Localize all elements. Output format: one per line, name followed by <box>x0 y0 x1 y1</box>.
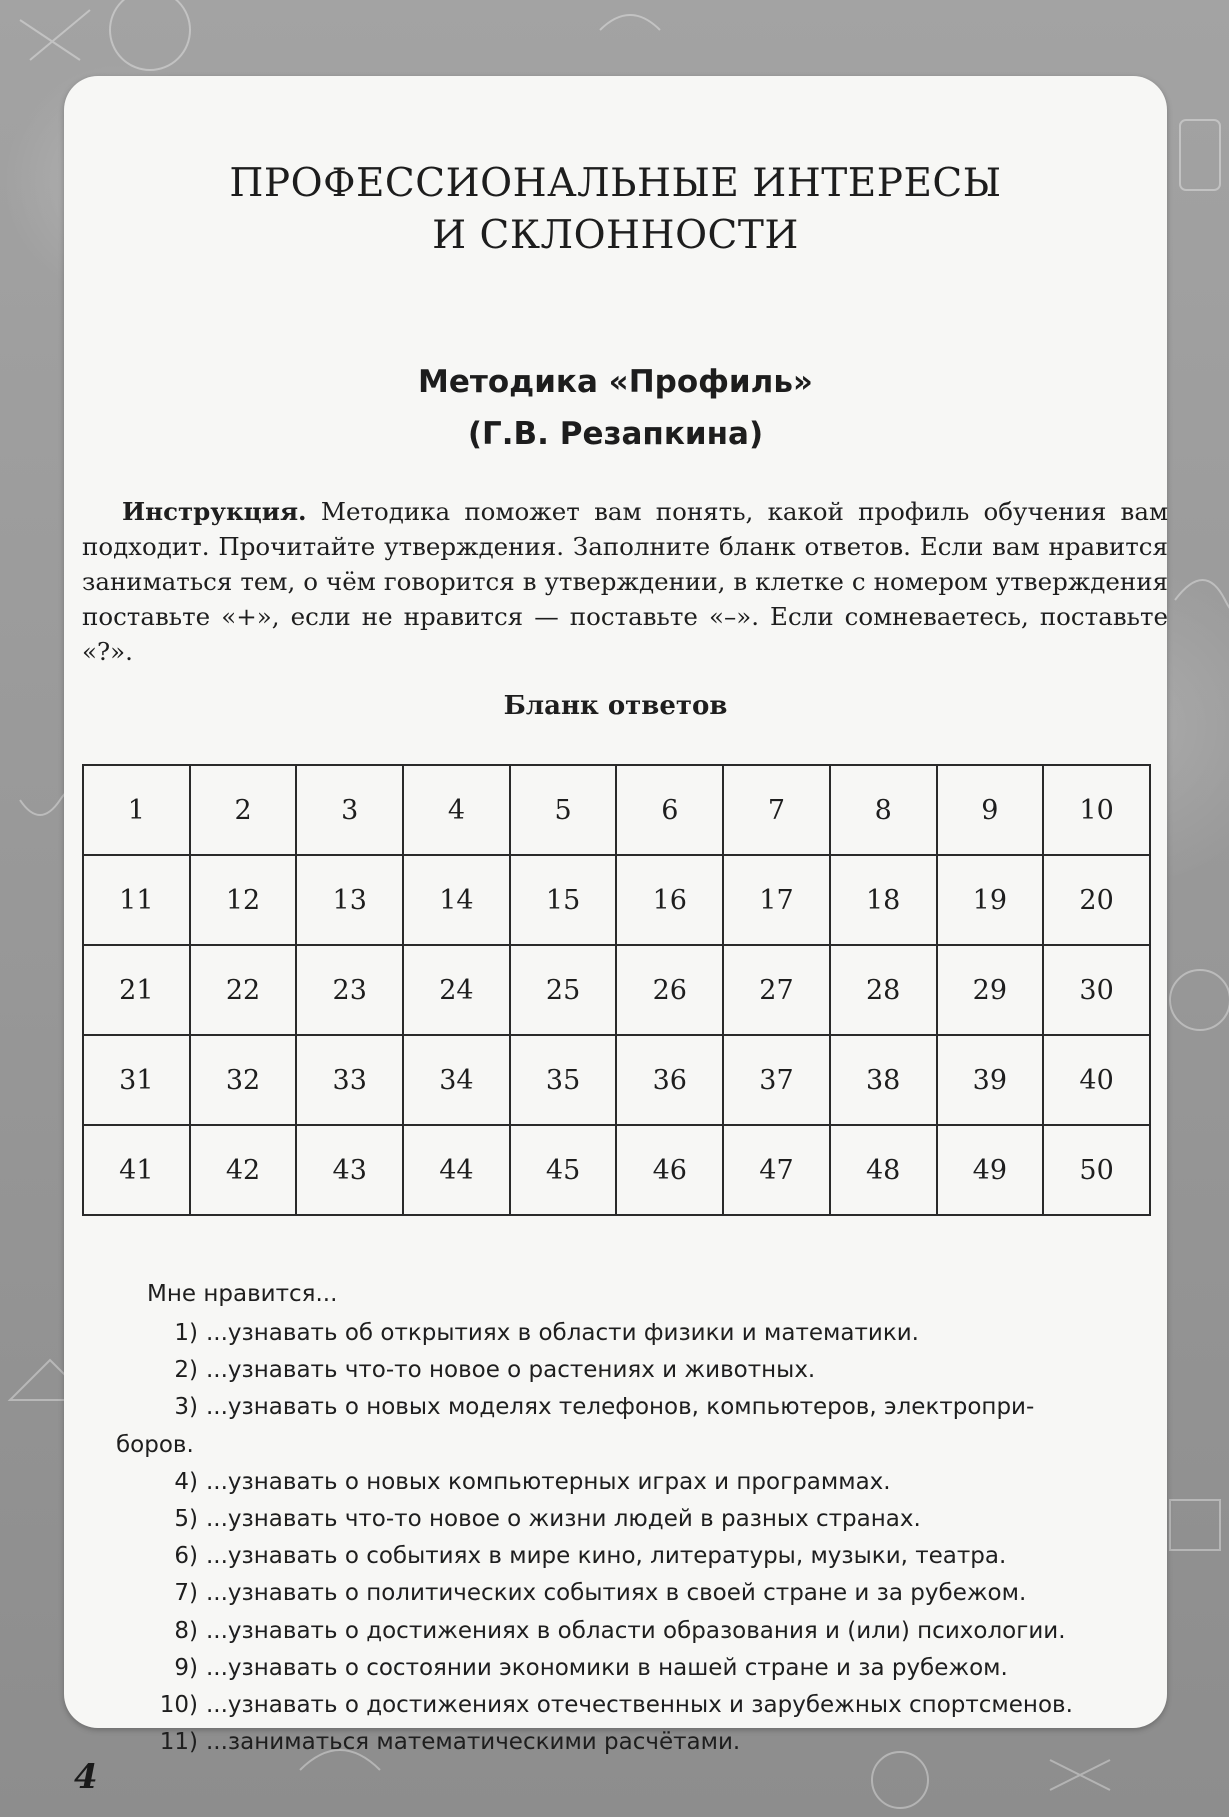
answer-cell[interactable]: 50 <box>1043 1125 1150 1215</box>
table-row <box>83 855 1150 945</box>
answer-cell[interactable]: 24 <box>403 945 510 1035</box>
item-text: ...узнавать о политических событиях в своей стране и за рубежом. <box>206 1580 1027 1607</box>
answer-cell[interactable]: 15 <box>510 855 617 945</box>
list-item <box>116 1650 1216 1687</box>
answer-cell[interactable]: 42 <box>190 1125 297 1215</box>
list-item <box>116 1352 1216 1389</box>
answer-cell[interactable]: 13 <box>296 855 403 945</box>
answer-cell[interactable]: 46 <box>616 1125 723 1215</box>
answer-cell[interactable]: 48 <box>830 1125 937 1215</box>
instruction-label: Инструкция. <box>122 497 307 526</box>
list-item <box>116 1687 1216 1724</box>
answer-cell[interactable]: 40 <box>1043 1035 1150 1125</box>
answer-cell[interactable]: 34 <box>403 1035 510 1125</box>
method-title-line-1: Методика «Профиль» <box>418 364 813 400</box>
list-item <box>116 1538 1216 1575</box>
list-item <box>116 1575 1216 1612</box>
item-number: 11) <box>159 1729 198 1756</box>
list-item <box>116 1315 1216 1352</box>
item-number: 2) <box>174 1357 198 1384</box>
answer-cell[interactable]: 43 <box>296 1125 403 1215</box>
answer-cell[interactable]: 47 <box>723 1125 830 1215</box>
answer-cell[interactable]: 7 <box>723 765 830 855</box>
answer-cell[interactable]: 1 <box>83 765 190 855</box>
answer-cell[interactable]: 39 <box>937 1035 1044 1125</box>
item-number: 8) <box>174 1617 198 1644</box>
answer-cell[interactable]: 2 <box>190 765 297 855</box>
answer-cell[interactable]: 19 <box>937 855 1044 945</box>
answer-cell[interactable]: 23 <box>296 945 403 1035</box>
method-title-line-2: (Г.В. Резапкина) <box>467 416 764 452</box>
item-text: ...узнавать о достижениях отечественных и зарубежных спортсменов. <box>206 1692 1073 1719</box>
item-text: ...узнавать о состоянии экономики в нашей стране и за рубежом. <box>206 1654 1008 1681</box>
item-number: 4) <box>174 1468 198 1495</box>
answer-cell[interactable]: 5 <box>510 765 617 855</box>
item-text: ...узнавать о новых моделях телефонов, компьютеров, электропри- <box>206 1394 1035 1421</box>
answer-cell[interactable]: 32 <box>190 1035 297 1125</box>
instruction-paragraph <box>82 494 1168 669</box>
table-row <box>83 945 1150 1035</box>
answer-cell[interactable]: 26 <box>616 945 723 1035</box>
statements-heading: Мне нравится... <box>147 1281 338 1307</box>
item-text: ...узнавать о достижениях в области образования и (или) психологии. <box>206 1617 1066 1644</box>
answer-cell[interactable]: 37 <box>723 1035 830 1125</box>
item-text-continued: боров. <box>116 1431 194 1458</box>
item-text: ...узнавать об открытиях в области физики и математики. <box>206 1320 919 1346</box>
item-number: 3) <box>174 1394 198 1421</box>
method-title <box>64 356 1167 460</box>
answer-cell[interactable]: 22 <box>190 945 297 1035</box>
table-row <box>83 1125 1150 1215</box>
answer-cell[interactable]: 10 <box>1043 765 1150 855</box>
statements-list <box>116 1315 1216 1761</box>
answer-cell[interactable]: 11 <box>83 855 190 945</box>
answer-cell[interactable]: 4 <box>403 765 510 855</box>
list-item <box>116 1724 1216 1761</box>
answer-cell[interactable]: 6 <box>616 765 723 855</box>
answer-sheet-table <box>82 764 1151 1216</box>
answer-cell[interactable]: 49 <box>937 1125 1044 1215</box>
item-text: ...заниматься математическими расчётами. <box>206 1729 741 1756</box>
list-item <box>116 1389 1216 1463</box>
answer-cell[interactable]: 38 <box>830 1035 937 1125</box>
answer-cell[interactable]: 9 <box>937 765 1044 855</box>
answer-cell[interactable]: 36 <box>616 1035 723 1125</box>
answer-cell[interactable]: 21 <box>83 945 190 1035</box>
title-line-1: ПРОФЕССИОНАЛЬНЫЕ ИНТЕРЕСЫ <box>229 161 1002 206</box>
item-number: 5) <box>174 1506 198 1533</box>
item-number: 1) <box>174 1320 198 1346</box>
item-number: 9) <box>174 1654 198 1681</box>
answer-cell[interactable]: 16 <box>616 855 723 945</box>
item-number: 10) <box>159 1692 198 1719</box>
list-item <box>116 1501 1216 1538</box>
answer-sheet-title: Бланк ответов <box>503 691 728 721</box>
title-line-2: И СКЛОННОСТИ <box>432 213 799 258</box>
item-number: 6) <box>174 1543 198 1570</box>
answer-cell[interactable]: 20 <box>1043 855 1150 945</box>
page-card <box>64 76 1168 1756</box>
answer-cell[interactable]: 3 <box>296 765 403 855</box>
item-text: ...узнавать о событиях в мире кино, литературы, музыки, театра. <box>206 1543 1007 1570</box>
list-item <box>116 1613 1216 1650</box>
instruction-text: Методика поможет вам понять, какой профиль обучения вам подходит. Прочитайте утверждения. Заполните бланк ответов. Если вам нравится заниматься тем, о чём говорится в утверждении, в клетке с номером утверждения поставьте «+», если не нравится — поставьте «–». Если сомневаетесь, поставьте «?». <box>82 497 1168 666</box>
answer-cell[interactable]: 25 <box>510 945 617 1035</box>
answer-cell[interactable]: 17 <box>723 855 830 945</box>
answer-cell[interactable]: 31 <box>83 1035 190 1125</box>
answer-cell[interactable]: 35 <box>510 1035 617 1125</box>
table-row <box>83 1035 1150 1125</box>
answer-cell[interactable]: 28 <box>830 945 937 1035</box>
item-number: 7) <box>174 1580 198 1607</box>
table-row <box>83 765 1150 855</box>
answer-cell[interactable]: 44 <box>403 1125 510 1215</box>
answer-cell[interactable]: 12 <box>190 855 297 945</box>
page-title <box>64 158 1167 262</box>
answer-cell[interactable]: 18 <box>830 855 937 945</box>
item-text: ...узнавать что-то новое о жизни людей в разных странах. <box>206 1506 921 1533</box>
answer-cell[interactable]: 45 <box>510 1125 617 1215</box>
page-number: 4 <box>74 1757 98 1797</box>
list-item <box>116 1464 1216 1501</box>
answer-cell[interactable]: 8 <box>830 765 937 855</box>
answer-cell[interactable]: 33 <box>296 1035 403 1125</box>
answer-cell[interactable]: 14 <box>403 855 510 945</box>
item-text: ...узнавать о новых компьютерных играх и программах. <box>206 1468 891 1495</box>
answer-cell[interactable]: 27 <box>723 945 830 1035</box>
answer-cell[interactable]: 41 <box>83 1125 190 1215</box>
answer-cell[interactable]: 29 <box>937 945 1044 1035</box>
answer-cell[interactable]: 30 <box>1043 945 1150 1035</box>
item-text: ...узнавать что-то новое о растениях и животных. <box>206 1357 816 1384</box>
